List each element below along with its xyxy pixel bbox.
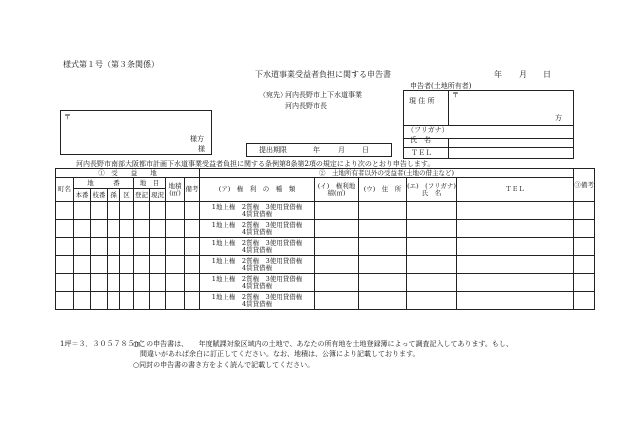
- table-cell[interactable]: [315, 274, 359, 292]
- table-cell[interactable]: [315, 238, 359, 256]
- table-row: [56, 292, 595, 310]
- table-cell[interactable]: [108, 220, 120, 238]
- table-cell[interactable]: [407, 238, 457, 256]
- applicant-tel-label: ＴＥＬ: [411, 149, 432, 157]
- table-cell[interactable]: [120, 238, 134, 256]
- table-cell[interactable]: [74, 238, 91, 256]
- table-cell[interactable]: [91, 292, 108, 310]
- deadline-year: 年: [313, 146, 320, 154]
- col-honban: 本番: [74, 189, 91, 202]
- table-cell[interactable]: [185, 274, 200, 292]
- applicant-heading: 申告者(土地所有者): [410, 82, 472, 90]
- date-year: 年: [494, 70, 502, 79]
- recipient-postal-mark: 〒: [64, 113, 71, 121]
- table-cell[interactable]: [457, 220, 574, 238]
- table-cell[interactable]: [359, 274, 407, 292]
- col-edaban: 枝番: [91, 189, 108, 202]
- declaration-table: [55, 168, 595, 310]
- rights-options-line1: 1地上権 2質権 3使用貸借権: [211, 292, 303, 301]
- table-cell[interactable]: [108, 202, 120, 220]
- table-cell[interactable]: [91, 256, 108, 274]
- date-day: 日: [543, 70, 551, 79]
- table-cell[interactable]: [134, 256, 150, 274]
- table-cell[interactable]: [457, 256, 574, 274]
- table-cell[interactable]: [56, 220, 74, 238]
- table-cell[interactable]: [359, 256, 407, 274]
- col-town: 町名: [56, 178, 74, 202]
- table-cell[interactable]: [120, 256, 134, 274]
- table-cell[interactable]: [407, 202, 457, 220]
- table-cell[interactable]: [74, 220, 91, 238]
- rights-options-line2: 4賃貸借権: [241, 299, 273, 308]
- table-cell[interactable]: [150, 256, 166, 274]
- table-cell[interactable]: [74, 202, 91, 220]
- table-cell[interactable]: [150, 238, 166, 256]
- rights-options-line1: 1地上権 2質権 3使用貸借権: [211, 220, 303, 229]
- table-cell[interactable]: [359, 220, 407, 238]
- table-cell[interactable]: [150, 292, 166, 310]
- rights-type-cell: [200, 220, 315, 238]
- table-cell[interactable]: [74, 292, 91, 310]
- date-month: 月: [519, 70, 527, 79]
- table-cell[interactable]: [457, 292, 574, 310]
- deadline-month: 月: [338, 146, 345, 154]
- table-cell[interactable]: [150, 220, 166, 238]
- col-tel: ＴＥＬ: [457, 178, 574, 202]
- rights-options-line1: 1地上権 2質権 3使用貸借権: [211, 202, 303, 211]
- col-current: 現況: [150, 189, 166, 202]
- col-lot-number: 地 番: [74, 178, 134, 189]
- table-cell[interactable]: [108, 238, 120, 256]
- table-cell[interactable]: [120, 202, 134, 220]
- applicant-name-label: 氏 名: [410, 136, 431, 144]
- table-row: [56, 256, 595, 274]
- table-cell[interactable]: [457, 274, 574, 292]
- table-cell[interactable]: [315, 220, 359, 238]
- table-cell[interactable]: [185, 202, 200, 220]
- rights-options-line2: 4賃貸借権: [241, 263, 273, 272]
- table-cell[interactable]: [457, 202, 574, 220]
- recipient-box: [60, 110, 212, 155]
- applicant-furigana-label: （フリガナ）: [407, 126, 449, 134]
- col-area: 地積(㎡): [166, 178, 185, 202]
- declaration-text: 河内長野市南部大阪都市計画下水道事業受益者負担に関する条例第8条第2項の規定により次のとおり申告します。: [76, 160, 435, 168]
- col-mago: 孫: [108, 189, 120, 202]
- table-cell[interactable]: [185, 292, 200, 310]
- rights-type-cell: [200, 202, 315, 220]
- col-land-category: 地 目: [134, 178, 166, 189]
- addressee-prefix: （宛先）: [259, 91, 287, 99]
- addressee-line1: 河内長野市上下水道事業: [285, 91, 362, 99]
- table-cell[interactable]: [359, 238, 407, 256]
- addressee-line2: 河内長野市長: [285, 102, 327, 110]
- section-remarks: ③備考: [574, 169, 595, 202]
- footnote-3: ○同封の申告書の書き方をよく読んで記載してください。: [133, 361, 315, 369]
- col-note: 備考: [185, 178, 200, 202]
- form-number: 様式第１号（第３条関係）: [63, 60, 159, 69]
- table-cell[interactable]: [407, 292, 457, 310]
- rights-type-cell: [200, 292, 315, 310]
- table-cell[interactable]: [120, 274, 134, 292]
- rights-options-line2: 4賃貸借権: [241, 227, 273, 236]
- deadline-day: 日: [362, 146, 369, 154]
- table-cell[interactable]: [56, 292, 74, 310]
- footnote-2: 間違いがあれば余白に訂正してください。なお、地積は、公簿により記載しております。: [140, 350, 420, 358]
- col-rights-area: (イ) 権利地積(㎡): [315, 178, 359, 202]
- table-cell[interactable]: [56, 274, 74, 292]
- table-row: [56, 238, 595, 256]
- col-registered: 登記: [134, 189, 150, 202]
- table-cell[interactable]: [574, 256, 595, 274]
- rights-options-line2: 4賃貸借権: [241, 245, 273, 254]
- table-cell[interactable]: [185, 220, 200, 238]
- table-row: [56, 202, 595, 220]
- table-cell[interactable]: [91, 274, 108, 292]
- rights-options-line2: 4賃貸借権: [241, 281, 273, 290]
- table-cell[interactable]: [185, 238, 200, 256]
- table-cell[interactable]: [91, 220, 108, 238]
- table-cell[interactable]: [457, 238, 574, 256]
- rights-options-line1: 1地上権 2質権 3使用貸借権: [211, 238, 303, 247]
- col-name: (エ) (フリガナ) 氏 名: [407, 178, 457, 202]
- table-cell[interactable]: [120, 220, 134, 238]
- rights-type-cell: [200, 274, 315, 292]
- table-cell[interactable]: [134, 238, 150, 256]
- table-cell[interactable]: [120, 292, 134, 310]
- table-cell[interactable]: [150, 202, 166, 220]
- col-ku: 区: [120, 189, 134, 202]
- table-cell[interactable]: [108, 256, 120, 274]
- table-cell[interactable]: [91, 238, 108, 256]
- table-cell[interactable]: [134, 202, 150, 220]
- rights-options-line1: 1地上権 2質権 3使用貸借権: [211, 274, 303, 283]
- table-cell[interactable]: [574, 220, 595, 238]
- applicant-address-label: 現 住 所: [409, 97, 435, 105]
- table-cell[interactable]: [134, 292, 150, 310]
- col-address: (ウ) 住 所: [359, 178, 407, 202]
- table-cell[interactable]: [108, 292, 120, 310]
- recipient-sama: 様: [198, 145, 205, 153]
- table-cell[interactable]: [74, 256, 91, 274]
- rights-type-cell: [200, 256, 315, 274]
- table-cell[interactable]: [166, 256, 185, 274]
- table-cell[interactable]: [574, 292, 595, 310]
- table-cell[interactable]: [315, 256, 359, 274]
- table-cell[interactable]: [56, 202, 74, 220]
- table-cell[interactable]: [150, 274, 166, 292]
- table-cell[interactable]: [91, 202, 108, 220]
- footnote-unit: 1坪＝３．３０５７８５㎡: [60, 340, 142, 348]
- table-cell[interactable]: [407, 274, 457, 292]
- table-cell[interactable]: [574, 274, 595, 292]
- table-cell[interactable]: [315, 292, 359, 310]
- applicant-postal-mark: 〒: [452, 91, 459, 99]
- form-title: 下水道事業受益者負担に関する申告書: [255, 70, 391, 79]
- applicant-care-of: 方: [555, 114, 562, 122]
- table-cell[interactable]: [574, 202, 595, 220]
- table-cell[interactable]: [166, 202, 185, 220]
- table-cell[interactable]: [185, 256, 200, 274]
- rights-options-line1: 1地上権 2質権 3使用貸借権: [211, 256, 303, 265]
- table-cell[interactable]: [407, 220, 457, 238]
- table-cell[interactable]: [166, 274, 185, 292]
- deadline-label: 提出期限: [259, 146, 287, 154]
- table-cell[interactable]: [315, 202, 359, 220]
- footnote-1: ○この申告書は、 年度賦課対象区域内の土地で、あなたの所有地を土地登録簿によって調査記入してあります。もし、: [133, 340, 513, 348]
- table-cell[interactable]: [166, 292, 185, 310]
- table-cell[interactable]: [134, 274, 150, 292]
- table-cell[interactable]: [74, 274, 91, 292]
- table-cell[interactable]: [166, 238, 185, 256]
- rights-options-line2: 4賃貸借権: [241, 209, 273, 218]
- section-other-beneficiary: ② 土地所有者以外の受益者(土地の借主など): [200, 169, 574, 178]
- table-cell[interactable]: [359, 292, 407, 310]
- table-cell[interactable]: [56, 256, 74, 274]
- table-row: [56, 220, 595, 238]
- table-cell[interactable]: [108, 274, 120, 292]
- table-cell[interactable]: [56, 238, 74, 256]
- table-cell[interactable]: [359, 202, 407, 220]
- table-cell[interactable]: [166, 220, 185, 238]
- table-cell[interactable]: [134, 220, 150, 238]
- table-row: [56, 274, 595, 292]
- table-cell[interactable]: [574, 238, 595, 256]
- section-beneficiary-land: ① 受 益 地: [56, 169, 200, 178]
- col-rights-type: (ア) 権 利 の 種 類: [200, 178, 315, 202]
- recipient-care-of: 様方: [190, 135, 204, 143]
- table-cell[interactable]: [407, 256, 457, 274]
- rights-type-cell: [200, 238, 315, 256]
